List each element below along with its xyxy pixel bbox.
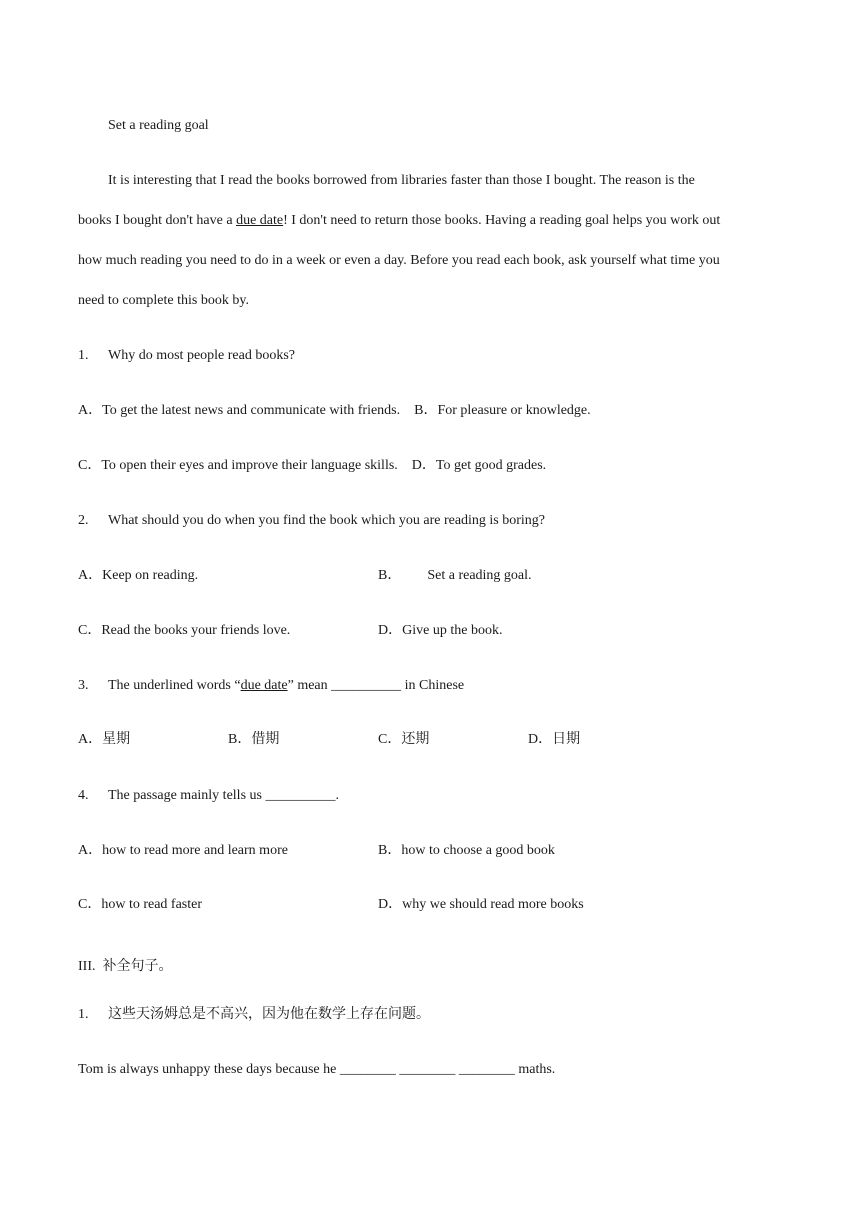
question-4: [78, 787, 339, 805]
q1-option-a[interactable]: A．To get the latest news and communicate with friends.: [78, 403, 401, 418]
q1-option-c[interactable]: C．To open their eyes and improve their language skills.: [78, 458, 398, 473]
question-2-number: 2.: [78, 513, 89, 528]
passage-line-3: how much reading you need to do in a week or even a day. Before you read each book, ask yourself what time you: [78, 253, 720, 268]
question-1-options-row-2: [78, 457, 546, 475]
section-3-heading: III. 补全句子。: [78, 959, 173, 974]
q3-option-c[interactable]: C．还期: [378, 732, 430, 747]
q2-option-c[interactable]: C．Read the books your friends love.: [78, 623, 291, 638]
q2-option-d[interactable]: D．Give up the book.: [378, 623, 503, 638]
q4-option-a[interactable]: A．how to read more and learn more: [78, 843, 288, 858]
q3-option-a[interactable]: A．星期: [78, 732, 131, 747]
q4-option-b[interactable]: B．how to choose a good book: [378, 843, 555, 858]
q3-option-d[interactable]: D．日期: [528, 732, 581, 747]
section-3-item-english: Tom is always unhappy these days because he ________ ________ ________ maths.: [78, 1062, 556, 1077]
question-3-number: 3.: [78, 678, 89, 693]
q4-option-c[interactable]: C．how to read faster: [78, 897, 203, 912]
q1-option-b[interactable]: B．For pleasure or knowledge.: [414, 403, 591, 418]
passage-title: Set a reading goal: [108, 118, 209, 133]
passage-line-1: It is interesting that I read the books borrowed from libraries faster than those I bought. The reason is the: [108, 173, 695, 188]
passage-line-2-pre: books I bought don't have a: [78, 213, 237, 228]
passage-line-2: [78, 212, 720, 230]
question-1-stem: Why do most people read books?: [108, 348, 296, 363]
q3-option-b[interactable]: B．借期: [228, 732, 280, 747]
question-3: 3. The underlined words “due date” mean __________ in Chinese: [78, 678, 465, 693]
question-1-number: 1.: [78, 348, 89, 363]
q2-option-a[interactable]: A．Keep on reading.: [78, 568, 199, 583]
question-2: [78, 512, 545, 530]
section-3-item-chinese: 这些天汤姆总是不高兴，因为他在数学上存在问题。: [108, 1007, 430, 1022]
question-1-options-row-1: [78, 402, 591, 420]
question-4-number: 4.: [78, 788, 89, 803]
underlined-due-date: due date: [236, 213, 284, 228]
q1-option-d[interactable]: D．To get good grades.: [411, 458, 547, 473]
question-2-stem: What should you do when you find the book which you are reading is boring?: [108, 513, 546, 528]
passage-line-2-post: ! I don't need to return those books. Having a reading goal helps you work out: [283, 213, 721, 228]
section-3-item-1: [78, 1006, 430, 1024]
section-3-item-number: 1.: [78, 1007, 89, 1022]
passage-line-4: need to complete this book by.: [78, 293, 249, 308]
question-4-stem: The passage mainly tells us __________.: [108, 788, 339, 803]
question-1: [78, 347, 295, 365]
q4-option-d[interactable]: D．why we should read more books: [378, 897, 584, 912]
q2-option-b[interactable]: B． Set a reading goal.: [378, 568, 532, 583]
underlined-due-date-ref: due date: [240, 678, 288, 693]
